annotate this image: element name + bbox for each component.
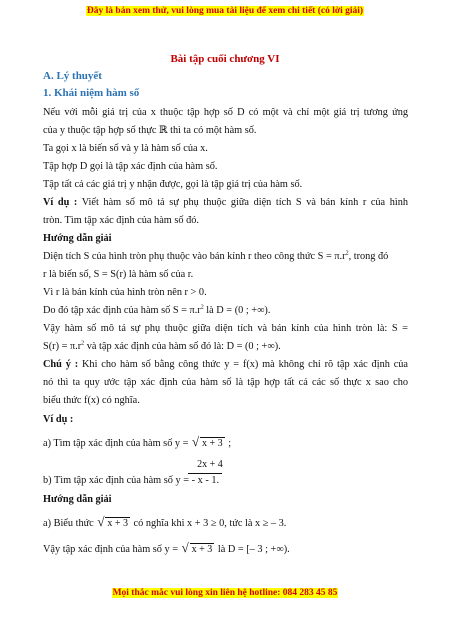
exercise-a bbox=[43, 434, 408, 450]
solution-text: có nghĩa khi x + 3 ≥ 0, tức là x ≥ – 3. bbox=[130, 518, 287, 529]
note-text: Khi cho hàm số bằng công thức y = f(x) mà không chỉ rõ tập xác định của bbox=[78, 359, 408, 370]
fraction-numerator: 2x + 4 bbox=[197, 459, 223, 470]
fraction-denominator: - x - 1 bbox=[191, 475, 217, 486]
solution-heading: Hướng dẫn giải bbox=[43, 233, 112, 244]
square-root bbox=[97, 514, 130, 530]
superscript: 2 bbox=[200, 304, 204, 311]
radicand: x + 3 bbox=[202, 438, 223, 449]
paragraph-line: của y thuộc tập hợp số thực ℝ thì ta có một hàm số. bbox=[43, 125, 257, 136]
paragraph-line: Tập hợp D gọi là tập xác định của hàm số. bbox=[43, 161, 218, 172]
solution-line bbox=[43, 340, 408, 353]
solution-line bbox=[43, 304, 408, 317]
paragraph-line: tròn. Tìm tập xác định của hàm số đó. bbox=[43, 215, 199, 226]
solution-text: Vậy tập xác định của hàm số y = bbox=[43, 544, 181, 555]
solution-text: , trong đó bbox=[348, 251, 389, 262]
solution-text: và tập xác định của hàm số đó là: D = (0 ; +∞). bbox=[84, 341, 281, 352]
example-text: Viết hàm số mô tả sự phụ thuộc giữa diện tích S và bán kính r của hình bbox=[77, 197, 408, 208]
paragraph-line: Ta gọi x là biến số và y là hàm số của x. bbox=[43, 143, 208, 154]
square-root bbox=[192, 434, 225, 450]
superscript: 2 bbox=[345, 250, 349, 257]
solution-text: Diện tích S của hình tròn phụ thuộc vào bán kính r theo công thức S = π.r bbox=[43, 251, 346, 262]
footer-hotline-text: Mọi thắc mắc vui lòng xin liên hệ hotline: 084 283 45 85 bbox=[112, 588, 338, 598]
exercise-text: ; bbox=[225, 438, 232, 449]
radicand: x + 3 bbox=[107, 518, 128, 529]
document-title: Bài tập cuối chương VI bbox=[170, 53, 280, 65]
example-label: Ví dụ : bbox=[43, 197, 78, 208]
solution-line bbox=[43, 250, 408, 263]
exercise-text: a) Tìm tập xác định của hàm số y = bbox=[43, 438, 192, 449]
solution-text: là D = (0 ; +∞). bbox=[203, 305, 271, 316]
section-a-heading: A. Lý thuyết bbox=[43, 70, 102, 82]
solution-line: r là biến số, S = S(r) là hàm số của r. bbox=[43, 269, 194, 280]
note-line: nó thì ta quy ước tập xác định của hàm số là tập hợp tất cả các số thực x sao cho bbox=[43, 377, 408, 388]
radicand: x + 3 bbox=[191, 544, 213, 555]
solution-line: Vậy hàm số mô tả sự phụ thuộc giữa diện tích và bán kính của hình tròn là: S = bbox=[43, 323, 408, 334]
solution-a-conclusion bbox=[43, 540, 408, 556]
paragraph-line: Nếu với mỗi giá trị của x thuộc tập hợp số D có một và chỉ một giá trị tương ứng bbox=[43, 107, 408, 118]
footer-banner bbox=[0, 588, 450, 598]
superscript: 2 bbox=[81, 340, 85, 347]
preview-banner bbox=[0, 6, 450, 16]
solution-heading: Hướng dẫn giải bbox=[43, 494, 112, 505]
note-line: biểu thức f(x) có nghĩa. bbox=[43, 395, 140, 406]
radical-sign-icon: √ bbox=[97, 514, 105, 529]
square-root bbox=[181, 540, 215, 556]
paragraph-line: Tập tất cả các giá trị y nhận được, gọi là tập giá trị của hàm số. bbox=[43, 179, 303, 190]
section-1-heading: 1. Khái niệm hàm số bbox=[43, 87, 140, 99]
preview-banner-text: Đây là bản xem thử, vui lòng mua tài liệu để xem chi tiết (có lời giải) bbox=[86, 6, 364, 16]
exercise-text: b) Tìm tập xác định của hàm số y = bbox=[43, 475, 192, 486]
solution-text: S(r) = π.r bbox=[43, 341, 82, 352]
note-label: Chú ý : bbox=[43, 359, 79, 370]
solution-line: Vì r là bán kính của hình tròn nên r > 0. bbox=[43, 287, 207, 298]
example-1-line bbox=[43, 196, 408, 209]
solution-text: a) Biểu thức bbox=[43, 518, 97, 529]
exercise-b bbox=[43, 474, 408, 487]
solution-a bbox=[43, 514, 408, 530]
note-line bbox=[43, 358, 408, 371]
radical-sign-icon: √ bbox=[192, 434, 200, 449]
exercise-text: . bbox=[216, 475, 220, 486]
solution-text: Do đó tập xác định của hàm số S = π.r bbox=[43, 305, 201, 316]
radical-sign-icon: √ bbox=[181, 540, 189, 555]
example-2-label: Ví dụ : bbox=[43, 414, 74, 425]
solution-text: là D = [– 3 ; +∞). bbox=[215, 544, 290, 555]
